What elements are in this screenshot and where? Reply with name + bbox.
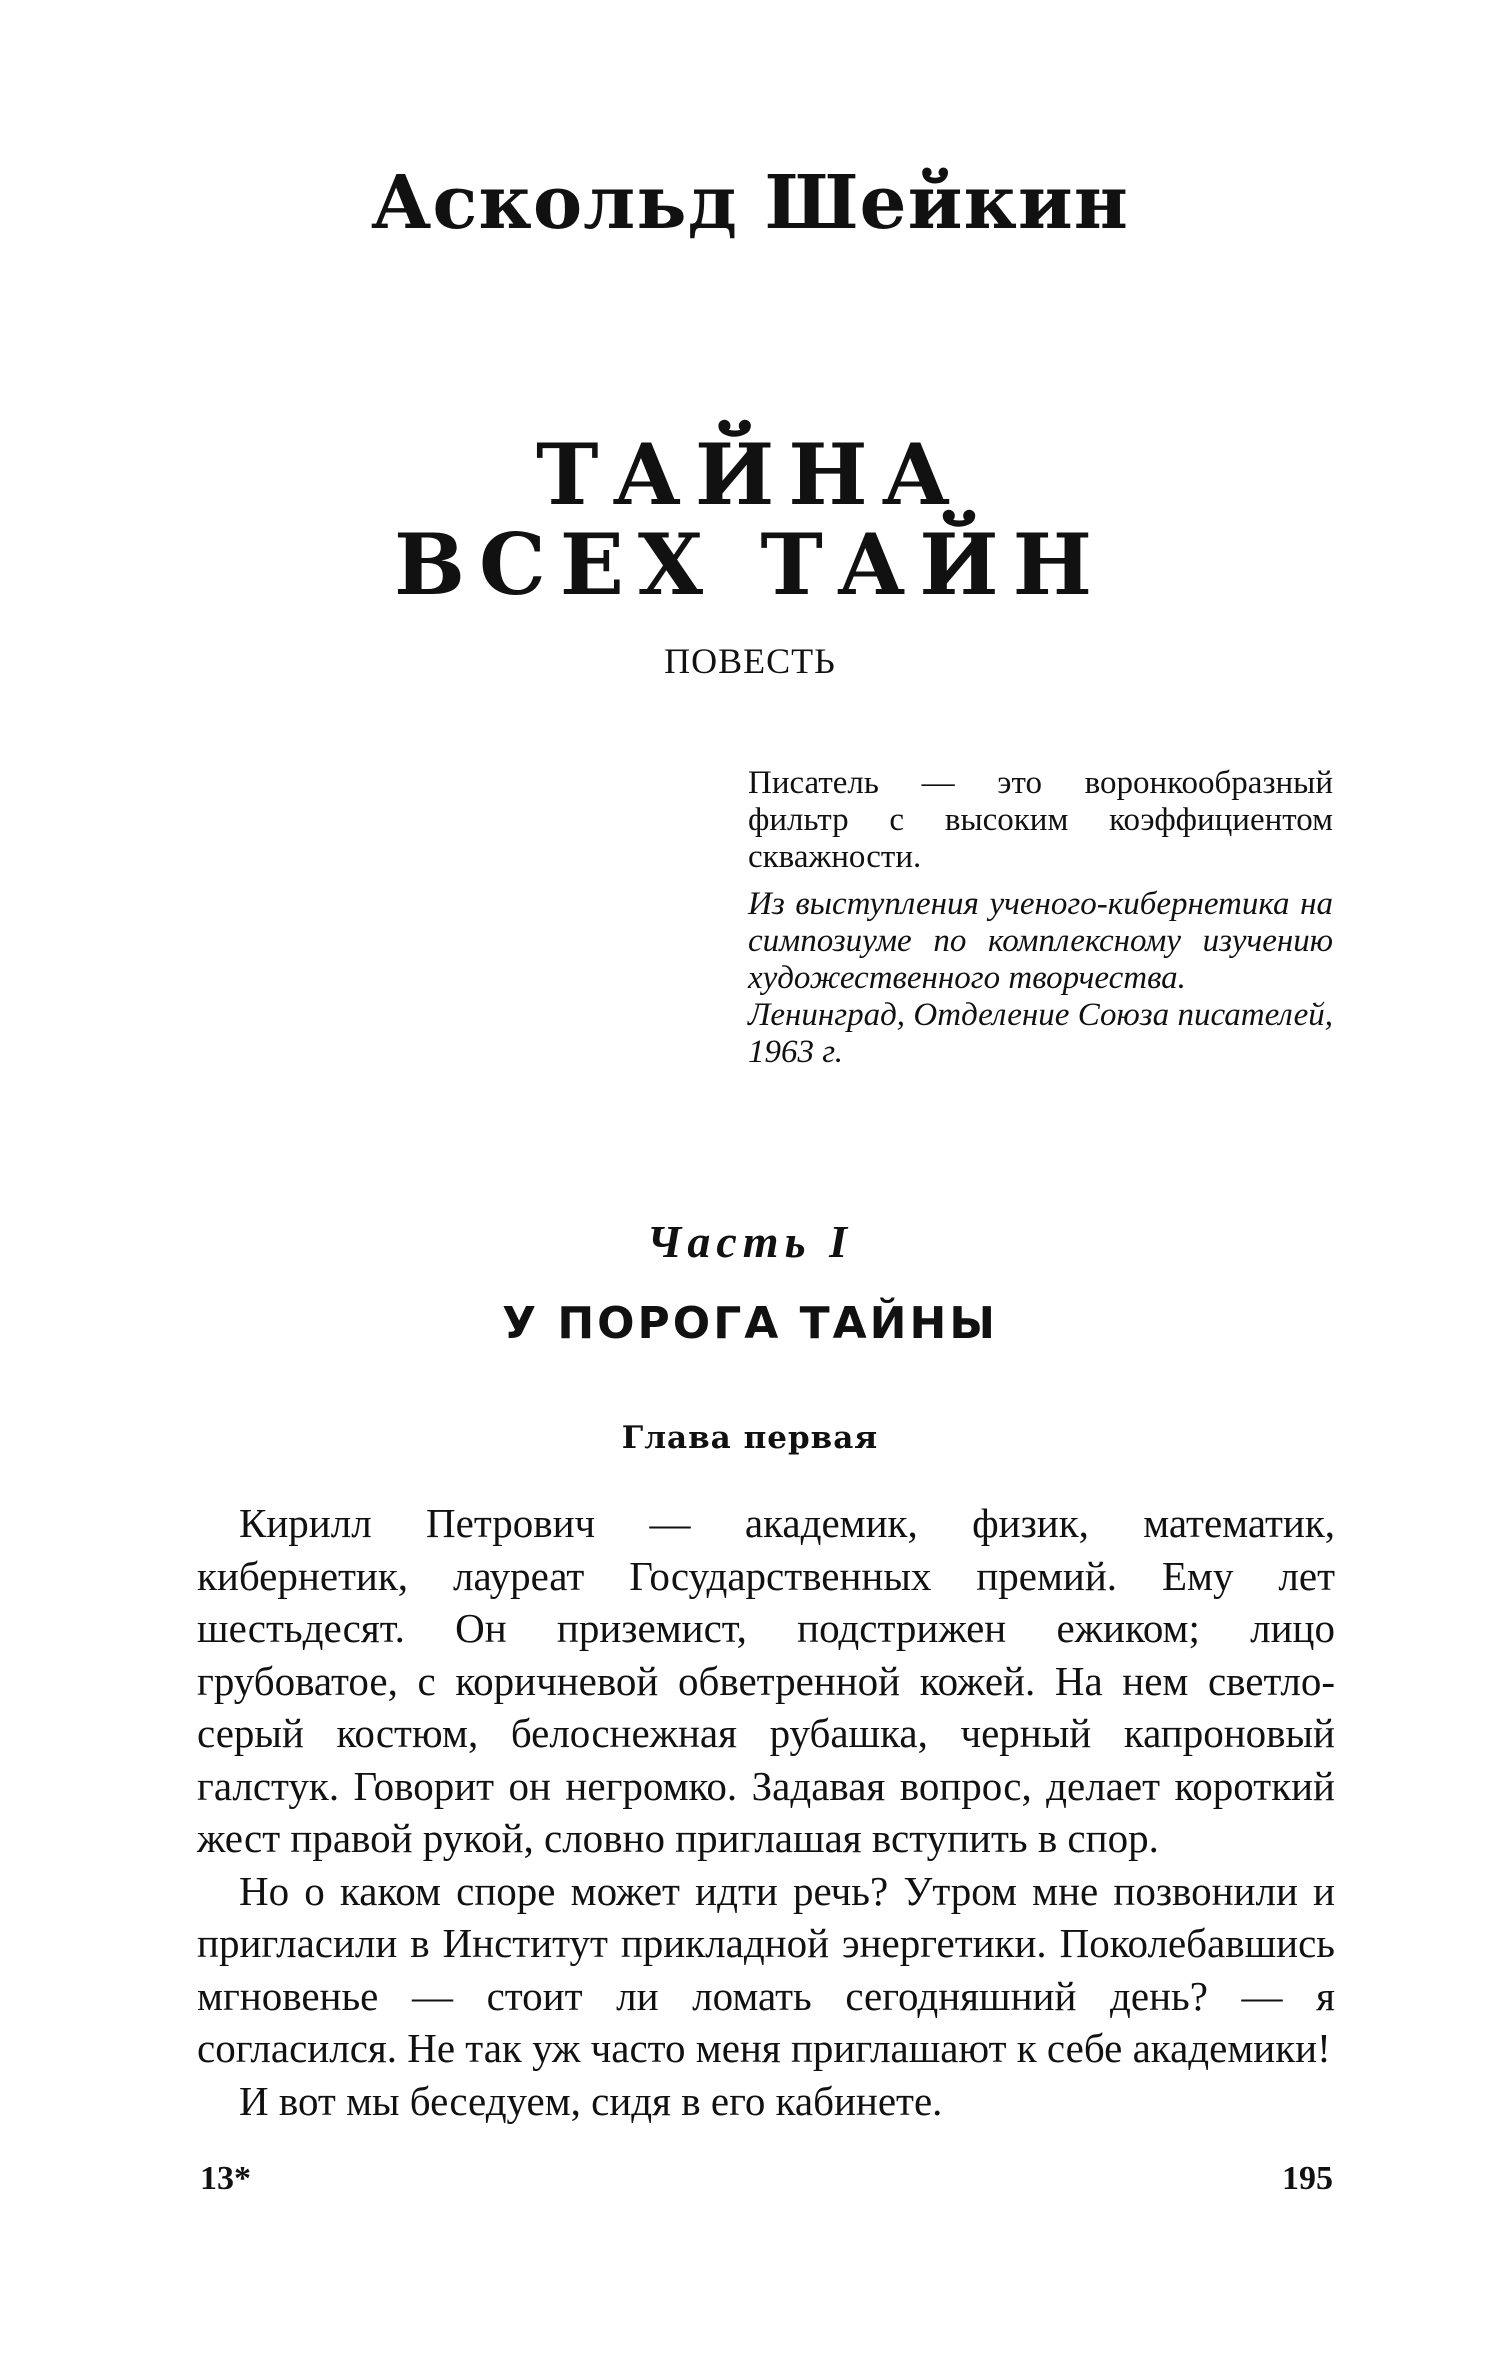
paragraph: И вот мы беседуем, сидя в его кабинете. [239, 2077, 943, 2124]
title-line-2: ВСЕХ ТАЙН [394, 515, 1106, 614]
part-title: У ПОРОГА ТАЙНЫ [502, 1298, 998, 1349]
part-label: Часть I [646, 1216, 854, 1267]
book-title [0, 425, 1500, 614]
body-text [197, 1497, 1335, 2127]
epigraph-text: Писатель — это воронкообразный фильтр с высоким коэффициентом скважности. [748, 765, 1333, 875]
paragraph: Но о каком споре может идти речь? Утром мне позвонили и пригласили в Институт прикладной энергетики. Поколебавшись мгновенье — стоит ли ломать сегодняшний день? — я согласился. Не так уж часто меня приглашают к себе академики! [197, 1867, 1335, 2071]
chapter-heading: Глава первая [621, 1420, 879, 1456]
page-number: 195 [1282, 2160, 1333, 2197]
printer-signature: 13* [200, 2160, 251, 2197]
author-name: Аскольд Шейкин [371, 160, 1129, 246]
genre-label: ПОВЕСТЬ [664, 641, 836, 681]
epigraph-place: Ленинград, Отделение Союза писателей, 1963 г. [748, 997, 1333, 1070]
epigraph [748, 765, 1333, 1071]
title-line-1: ТАЙНА [535, 425, 965, 524]
epigraph-source: Из выступления ученого-кибернетика на симпозиуме по комплексному изучению художественного творчества. [748, 886, 1333, 996]
paragraph: Кирилл Петрович — академик, физик, математик, кибернетик, лауреат Государственных премий. Ему лет шестьдесят. Он приземист, подстрижен ежиком; лицо грубоватое, с коричневой обветренной кожей. На нем светло-серый костюм, белоснежная рубашка, черный капроновый галстук. Говорит он негромко. Задавая вопрос, делает короткий жест правой рукой, словно приглашая вступить в спор. [197, 1500, 1335, 1861]
